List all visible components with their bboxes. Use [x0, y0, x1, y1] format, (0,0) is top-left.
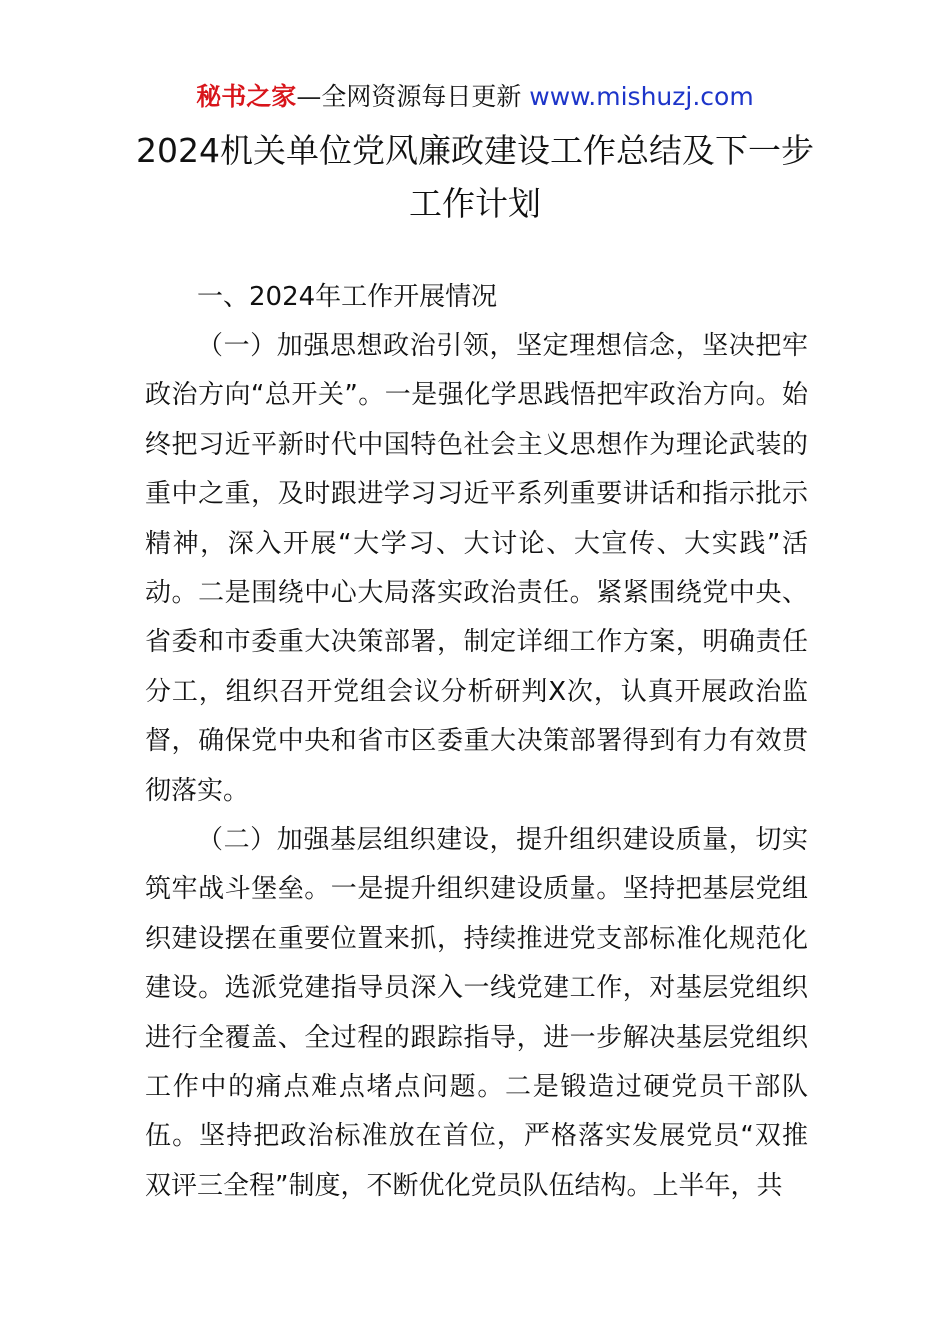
body-text-block-1 [145, 322, 808, 816]
site-header [0, 80, 950, 114]
header-tagline: 全网资源每日更新 [321, 82, 530, 111]
header-dash: — [296, 82, 322, 111]
document-title: 2024机关单位党风廉政建设工作总结及下一步工作计划 [136, 131, 814, 223]
brand-name: 秘书之家 [196, 82, 297, 111]
section-heading: 一、2024年工作开展情况 [197, 282, 498, 312]
paragraph: （二）加强基层组织建设，提升组织建设质量，切实筑牢战斗堡垒。一是提升组织建设质量。坚持把基层党组织建设摆在重要位置来抓，持续推进党支部标准化规范化建设。选派党建指导员深入一线党建工作，对基层党组织进行全覆盖、全过程的跟踪指导，进一步解决基层党组织工作中的痛点难点堵点问题。二是锻造过硬党员干部队伍。坚持把政治标准放在首位，严格落实发展党员“双推双评三全程”制度，不断优化党员队伍结构。上半年，共 [145, 825, 808, 1201]
paragraph: （一）加强思想政治引领，坚定理想信念，坚决把牢政治方向“总开关”。一是强化学思践悟把牢政治方向。始终把习近平新时代中国特色社会主义思想作为理论武装的重中之重，及时跟进学习习近平系列重要讲话和指示批示精神，深入开展“大学习、大讨论、大宣传、大实践”活动。二是围绕中心大局落实政治责任。紧紧围绕党中央、省委和市委重大决策部署，制定详细工作方案，明确责任分工，组织召开党组会议分析研判X次，认真开展政治监督，确保党中央和省市区委重大决策部署得到有力有效贯彻落实。 [145, 331, 808, 806]
body-text-block-2 [145, 816, 808, 1211]
site-url-link[interactable]: www.mishuzj.com [529, 82, 754, 111]
